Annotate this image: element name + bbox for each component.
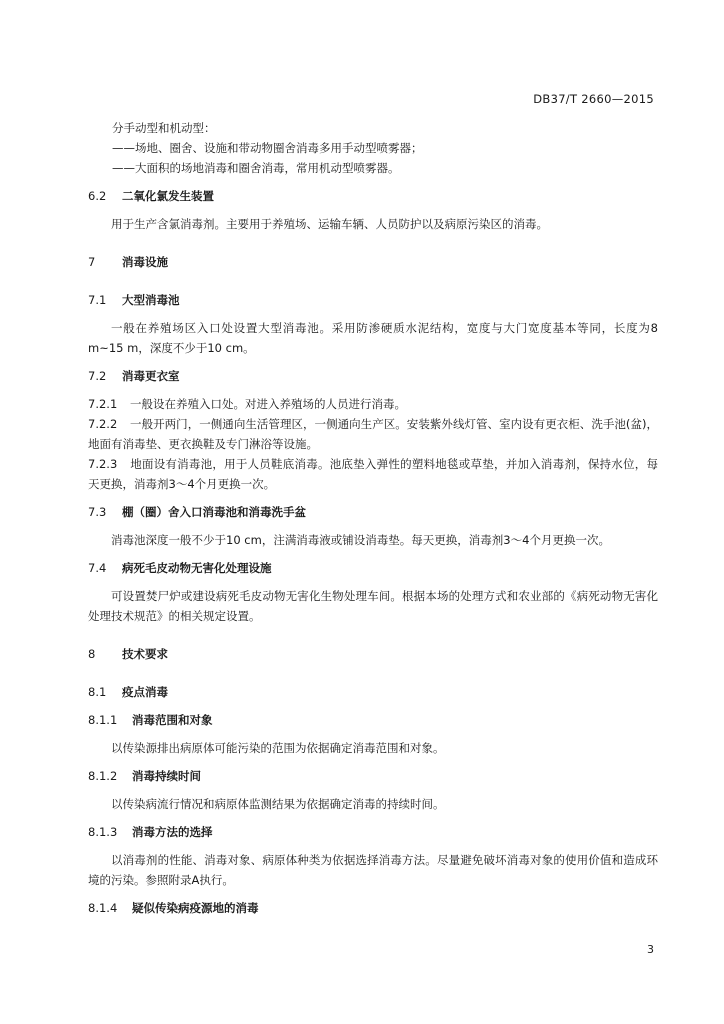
section-title: 消毒方法的选择 <box>132 825 213 839</box>
paragraph-7-4: 可设置焚尸炉或建设病死毛皮动物无害化生物处理车间。根据本场的处理方式和农业部的《病死动物无害化处理技术规范》的相关规定设置。 <box>88 589 658 623</box>
paragraph-8-1-3: 以消毒剂的性能、消毒对象、病原体种类为依据选择消毒方法。尽量避免破坏消毒对象的使用价值和造成环境的污染。参照附录A执行。 <box>88 853 658 887</box>
clause-number: 7.2.1 <box>88 397 118 411</box>
section-number: 7 <box>88 255 96 269</box>
section-title: 大型消毒池 <box>122 293 180 307</box>
heading-8-1-2 <box>88 766 658 786</box>
section-title: 消毒更衣室 <box>122 369 180 383</box>
section-title: 棚（圈）舍入口消毒池和消毒洗手盆 <box>122 505 306 519</box>
section-title: 消毒范围和对象 <box>132 713 213 727</box>
section-title: 消毒设施 <box>122 255 168 269</box>
heading-7-3 <box>88 502 658 522</box>
clause-text: 一般设在养殖入口处。对进入养殖场的人员进行消毒。 <box>130 397 406 411</box>
heading-8 <box>88 644 658 664</box>
clause-text: 地面设有消毒池，用于人员鞋底消毒。池底垫入弹性的塑料地毯或草垫，并加入消毒剂，保持水位，每天更换，消毒剂3～4个月更换一次。 <box>88 457 658 491</box>
paragraph-7-2-3 <box>88 454 658 494</box>
paragraph-7-3: 消毒池深度一般不少于10 cm，注满消毒液或铺设消毒垫。每天更换，消毒剂3～4个月更换一次。 <box>111 533 610 547</box>
section-title: 二氧化氯发生装置 <box>122 189 214 203</box>
clause-number: 7.2.3 <box>88 457 118 471</box>
heading-6-2 <box>88 186 658 206</box>
section-title: 病死毛皮动物无害化处理设施 <box>122 561 272 575</box>
section-title: 疫点消毒 <box>122 685 168 699</box>
heading-8-1 <box>88 682 658 702</box>
section-number: 7.4 <box>88 561 107 575</box>
section-number: 7.1 <box>88 293 107 307</box>
page-number: 3 <box>647 943 654 956</box>
section-number: 8.1.3 <box>88 825 118 839</box>
section-number: 7.3 <box>88 505 107 519</box>
paragraph-7-2-2 <box>88 414 658 454</box>
document-body <box>88 118 658 918</box>
paragraph-8-1-1: 以传染源排出病原体可能污染的范围为依据确定消毒范围和对象。 <box>111 741 445 755</box>
heading-7-4 <box>88 558 658 578</box>
heading-7 <box>88 252 658 272</box>
paragraph-8-1-2: 以传染病流行情况和病原体监测结果为依据确定消毒的持续时间。 <box>111 797 445 811</box>
paragraph-sprayer-types: 分手动型和机动型： <box>112 121 216 135</box>
section-title: 疑似传染病疫源地的消毒 <box>132 901 259 915</box>
section-number: 8.1 <box>88 685 107 699</box>
paragraph-6-2: 用于生产含氯消毒剂。主要用于养殖场、运输车辆、人员防护以及病原污染区的消毒。 <box>111 217 548 231</box>
section-number: 6.2 <box>88 189 107 203</box>
document-code: DB37/T 2660—2015 <box>533 92 654 106</box>
heading-8-1-1 <box>88 710 658 730</box>
paragraph-7-2-1 <box>88 394 658 414</box>
heading-7-1 <box>88 290 658 310</box>
paragraph-7-1: 一般在养殖场区入口处设置大型消毒池。采用防渗硬质水泥结构，宽度与大门宽度基本等同，长度为8 m~15 m，深度不少于10 cm。 <box>88 321 658 355</box>
list-item-manual-sprayer: ——场地、圈舍、设施和带动物圈舍消毒多用手动型喷雾器； <box>112 141 423 155</box>
clause-number: 7.2.2 <box>88 417 118 431</box>
heading-8-1-3 <box>88 822 658 842</box>
heading-7-2 <box>88 366 658 386</box>
section-title: 技术要求 <box>122 647 168 661</box>
section-number: 7.2 <box>88 369 107 383</box>
section-title: 消毒持续时间 <box>132 769 201 783</box>
section-number: 8.1.4 <box>88 901 118 915</box>
section-number: 8 <box>88 647 96 661</box>
list-item-motor-sprayer: ——大面积的场地消毒和圈舍消毒，常用机动型喷雾器。 <box>112 161 400 175</box>
section-number: 8.1.2 <box>88 769 118 783</box>
clause-text: 一般开两门，一侧通向生活管理区，一侧通向生产区。安装紫外线灯管、室内设有更衣柜、洗手池(盆)，地面有消毒垫、更衣换鞋及专门淋浴等设施。 <box>88 417 658 451</box>
section-number: 8.1.1 <box>88 713 118 727</box>
heading-8-1-4 <box>88 898 658 918</box>
